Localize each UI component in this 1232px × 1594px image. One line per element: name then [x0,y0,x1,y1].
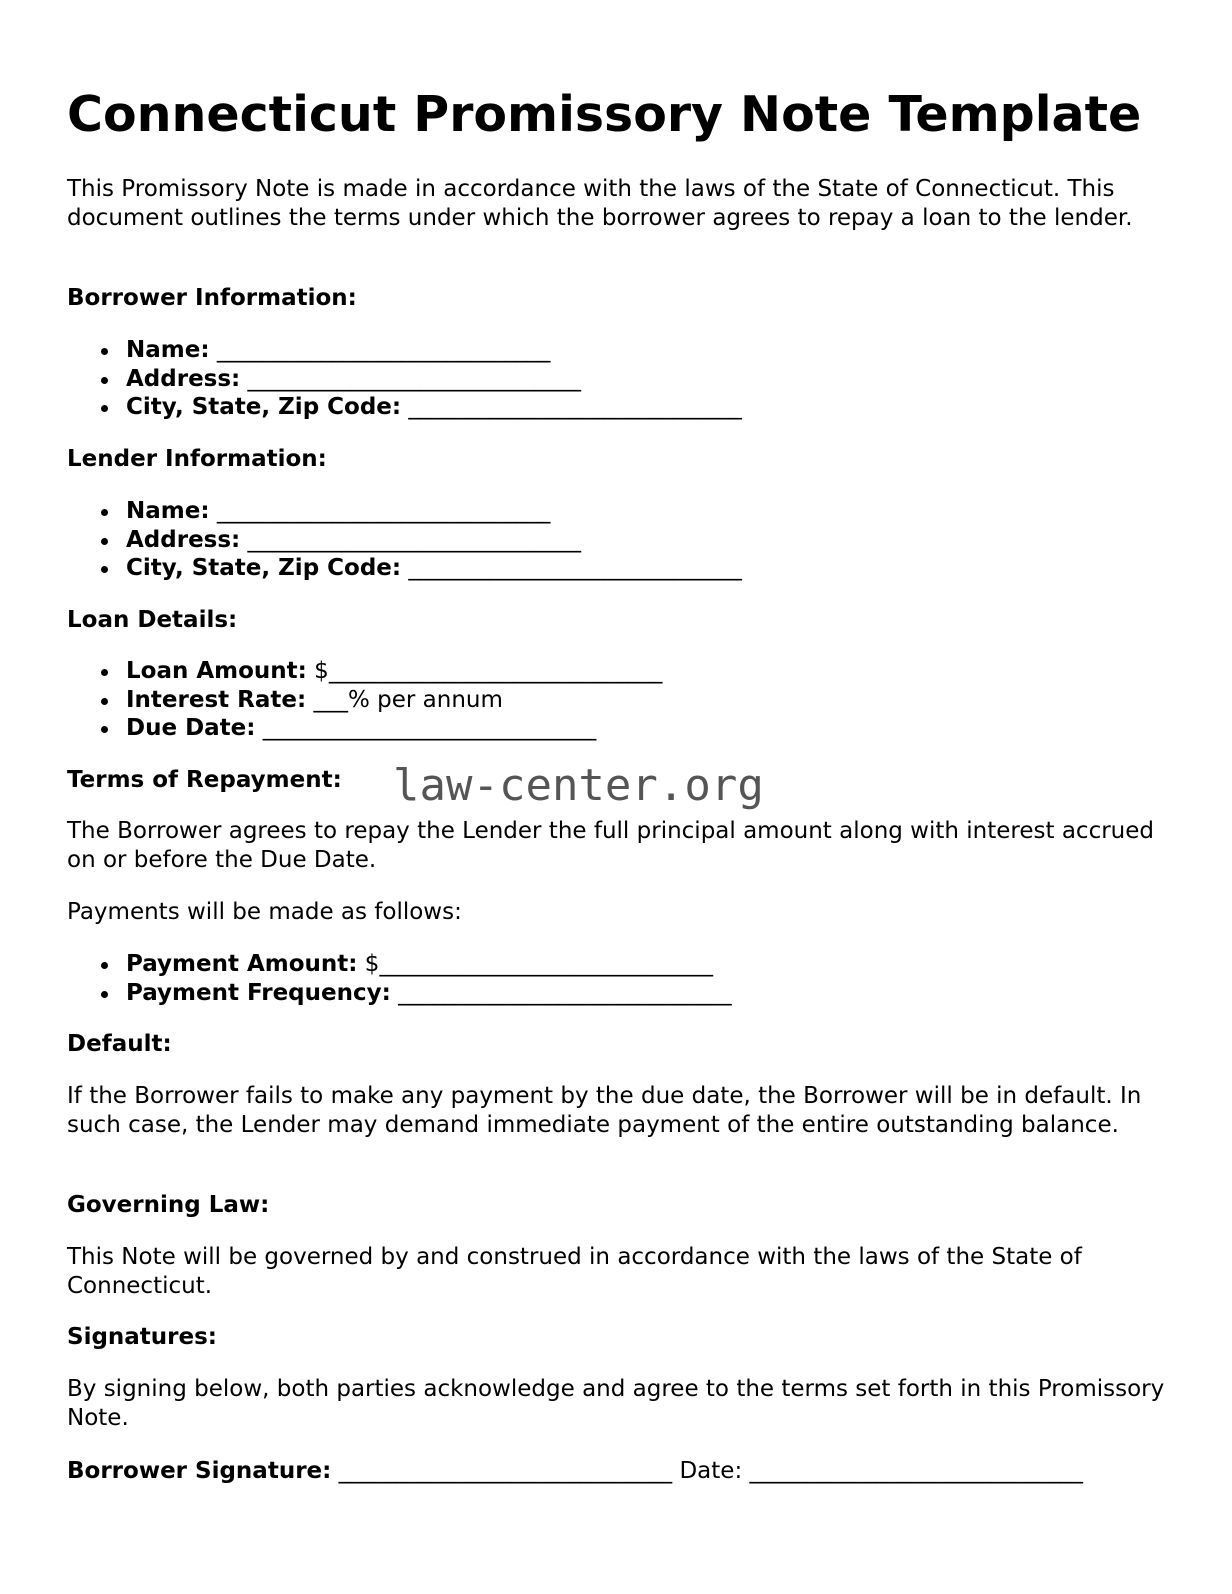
lender-name-field [67,497,742,526]
repayment-paragraph: The Borrower agrees to repay the Lender the full principal amount along with interest accrued on or before the Due Date. [67,818,1155,873]
date-label: Date: [672,1458,743,1484]
payment-fields [67,950,732,1007]
borrower-address-field [67,365,742,394]
field-label: Payment Amount: [126,951,358,977]
repayment-heading: Terms of Repayment: [67,767,342,793]
field-label: Due Date: [126,715,256,741]
borrower-city-field [67,393,742,422]
field-blank: _____________________________ [401,394,742,420]
lender-fields [67,497,742,583]
field-label: Loan Amount: [126,658,307,684]
payment-frequency-field [67,979,732,1008]
field-blank: $_____________________________ [357,951,713,977]
page-title: Connecticut Promissory Note Template [67,86,1142,143]
loan-amount-field [67,657,662,686]
loan-fields [67,657,662,743]
field-label: Address: [126,365,241,392]
default-paragraph: If the Borrower fails to make any payment by the due date, the Borrower will be in default. In such case, the Lender may demand immediate payment of the entire outstanding balance. [67,1083,1142,1138]
field-label: City, State, Zip Code: [126,555,402,581]
lender-address-field [67,526,742,555]
field-blank: _____________________________ [240,365,582,392]
field-label: Name: [126,337,210,363]
payments-intro: Payments will be made as follows: [67,899,462,925]
lender-heading: Lender Information: [67,446,327,472]
borrower-signature-label: Borrower Signature: [67,1458,332,1484]
field-label: Interest Rate: [126,686,307,713]
field-label: Address: [126,526,241,553]
default-heading: Default: [67,1031,172,1057]
borrower-name-field [67,336,742,365]
interest-rate-field [67,686,662,715]
field-blank: $_____________________________ [306,658,663,684]
date-blank: _____________________________ [742,1458,1084,1484]
borrower-signature-blank: _____________________________ [331,1458,673,1484]
field-blank: _____________________________ [209,337,551,363]
borrower-fields [67,336,742,422]
lender-city-field [67,554,742,583]
due-date-field [67,714,662,743]
governing-law-paragraph: This Note will be governed by and construed in accordance with the laws of the State of Connecticut. [67,1244,1082,1299]
intro-paragraph: This Promissory Note is made in accordance with the laws of the State of Connecticut. This document outlines the terms under which the borrower agrees to repay a loan to the lender. [67,176,1133,231]
field-blank: ___% per annum [306,686,503,713]
loan-heading: Loan Details: [67,607,238,633]
field-blank: _____________________________ [390,979,732,1006]
field-blank: _____________________________ [209,498,551,524]
field-blank: _____________________________ [401,555,742,581]
signatures-paragraph: By signing below, both parties acknowledge and agree to the terms set forth in this Promissory Note. [67,1376,1165,1431]
borrower-heading: Borrower Information: [67,285,357,311]
field-label: Payment Frequency: [126,979,391,1006]
watermark-text: law-center.org [393,760,764,811]
payment-amount-field [67,950,732,979]
field-label: Name: [126,498,210,524]
signatures-heading: Signatures: [67,1324,218,1350]
governing-law-heading: Governing Law: [67,1192,270,1218]
field-label: City, State, Zip Code: [126,394,402,420]
field-blank: _____________________________ [255,715,597,741]
field-blank: _____________________________ [240,526,582,553]
borrower-signature-line [67,1457,1167,1486]
